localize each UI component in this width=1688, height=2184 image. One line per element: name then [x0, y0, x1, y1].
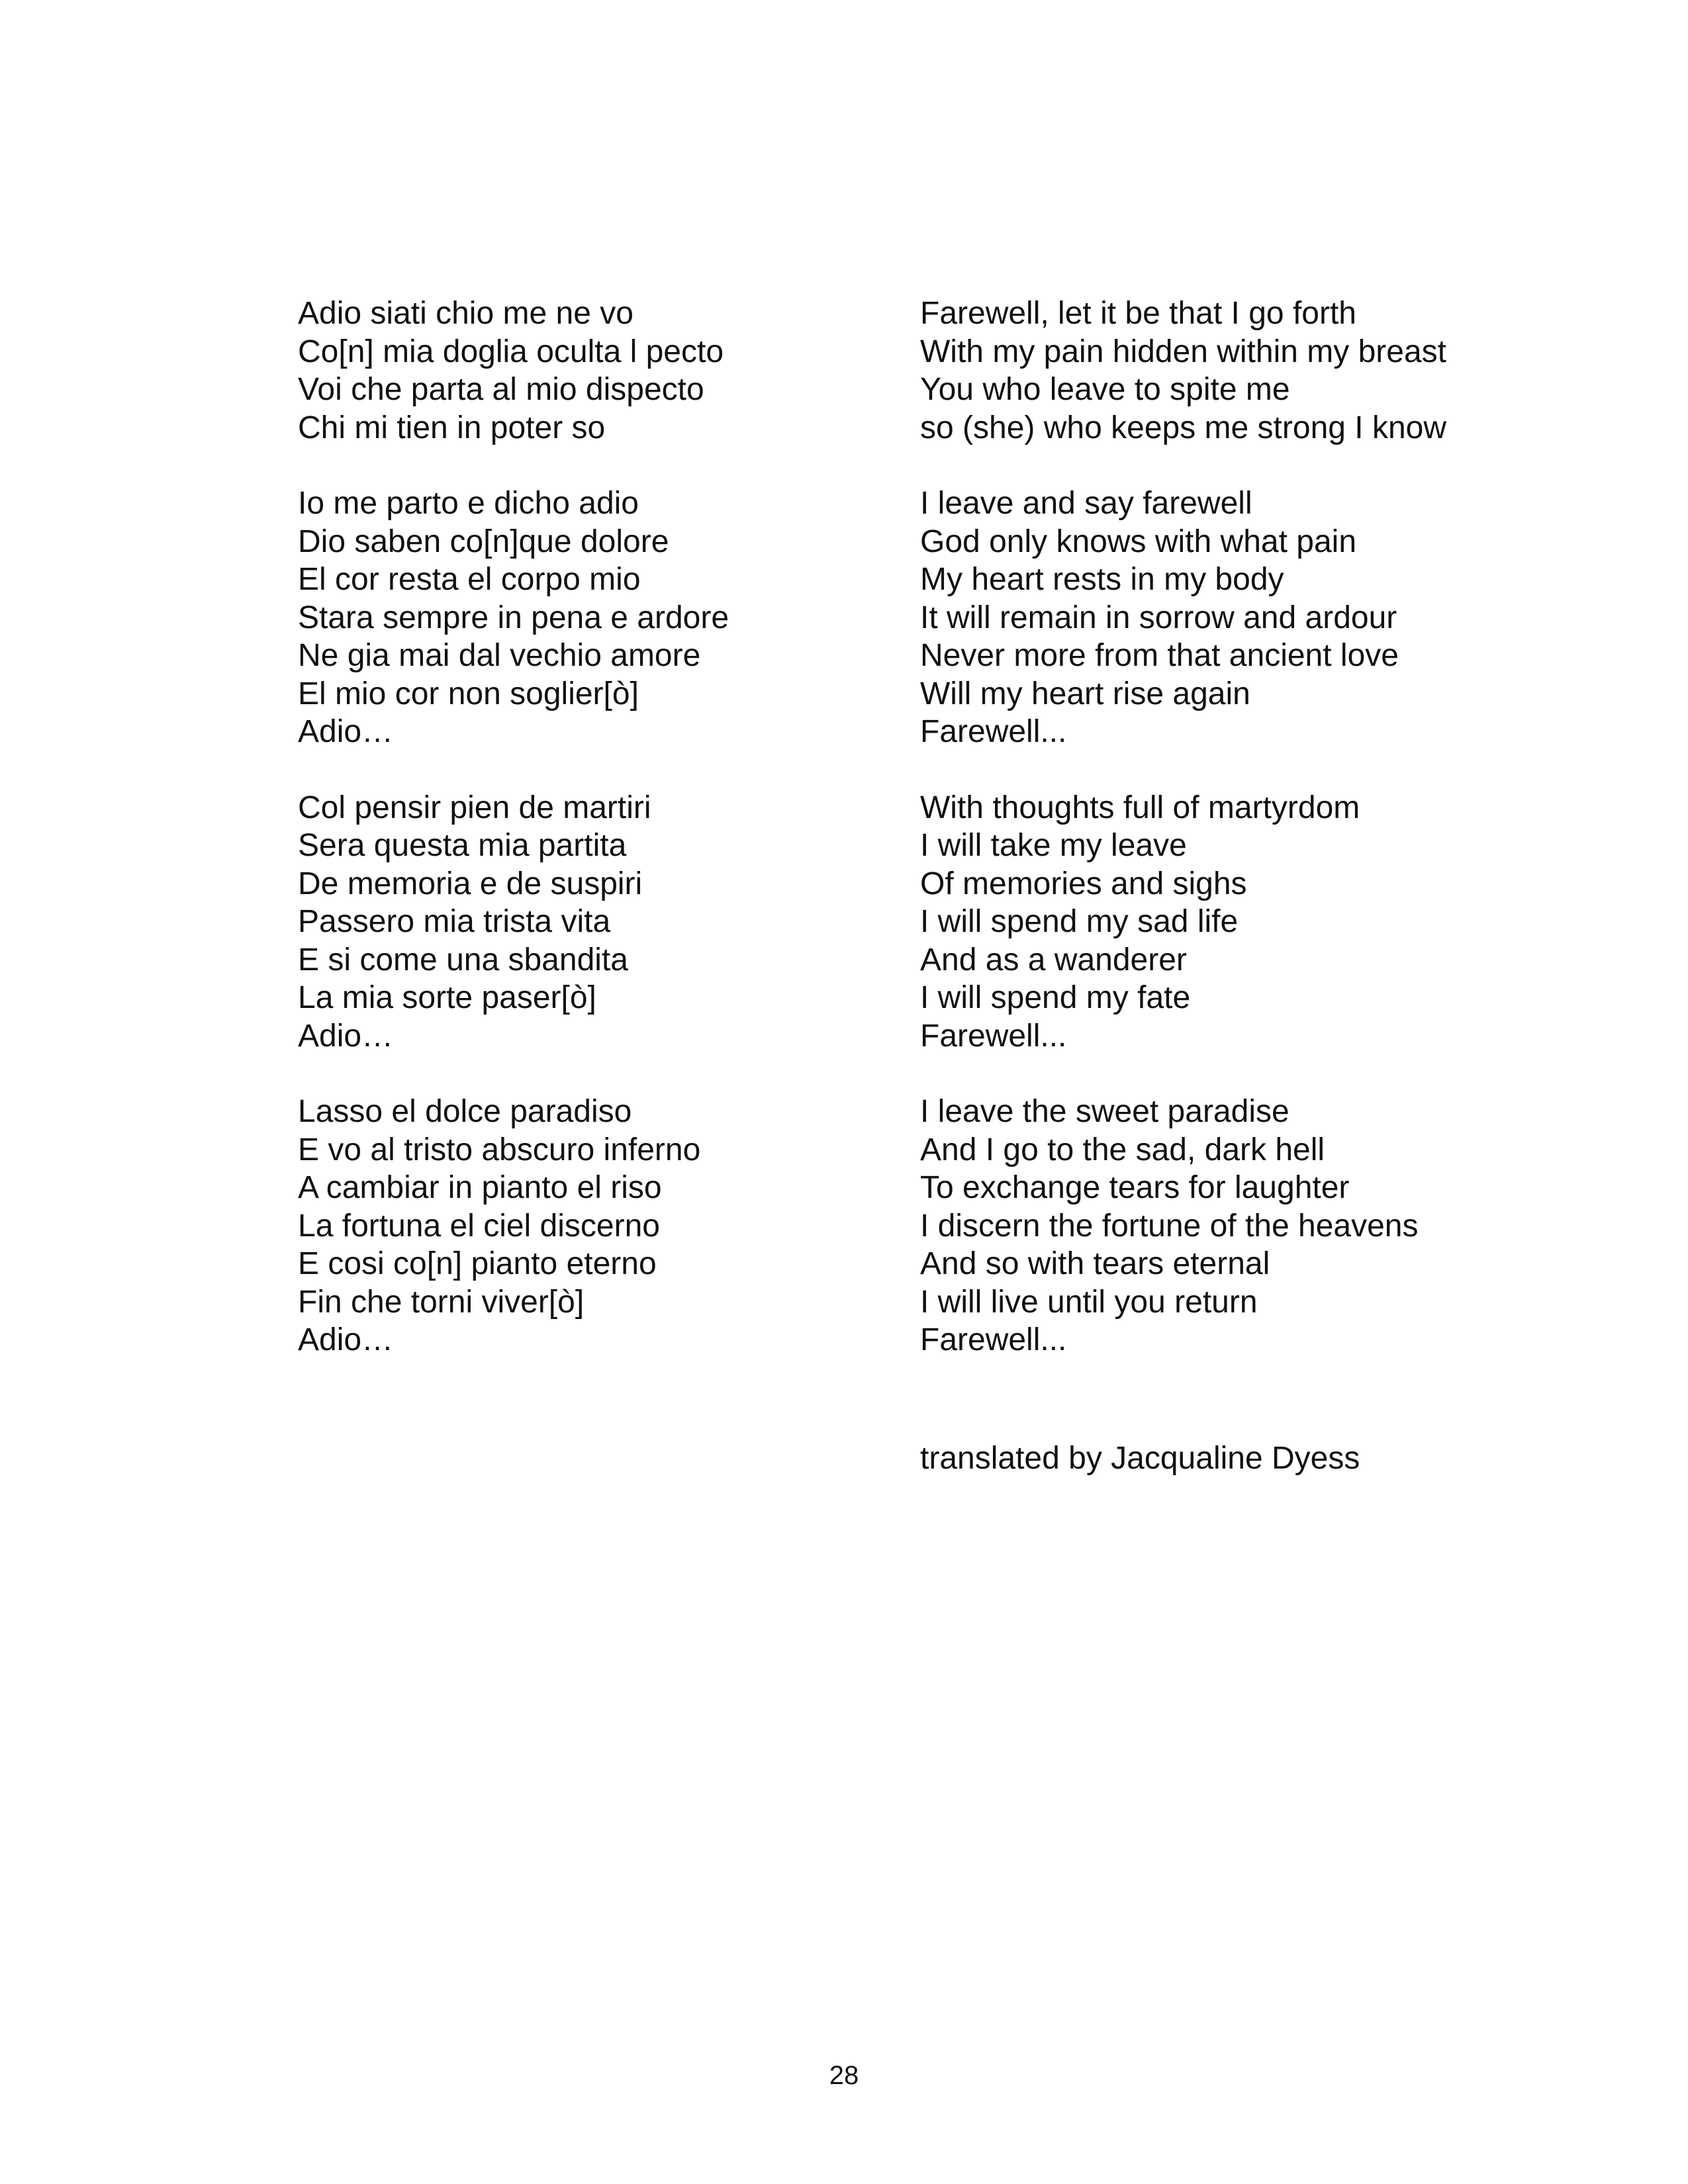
verse-line: Lasso el dolce paradiso: [298, 1094, 632, 1129]
verse-line: El cor resta el corpo mio: [298, 562, 641, 597]
english-stanza-1: [920, 295, 1516, 447]
translation-line: I will take my leave: [920, 828, 1187, 863]
english-stanza-2: [920, 484, 1516, 751]
translation-line: And as a wanderer: [920, 942, 1187, 978]
verse-line: A cambiar in pianto el riso: [298, 1170, 662, 1205]
translation-line: Farewell, let it be that I go forth: [920, 296, 1356, 331]
verse-line: Io me parto e dicho adio: [298, 486, 639, 521]
translation-line: And so with tears eternal: [920, 1246, 1270, 1281]
translation-line: My heart rests in my body: [920, 562, 1284, 597]
translation-line: I will live until you return: [920, 1284, 1258, 1320]
translation-line: Farewell...: [920, 1018, 1067, 1054]
english-translation-column: [920, 295, 1516, 1397]
english-stanza-3: [920, 789, 1516, 1056]
translation-line: so (she) who keeps me strong I know: [920, 410, 1447, 445]
verse-line: Passero mia trista vita: [298, 904, 611, 939]
translation-line: I discern the fortune of the heavens: [920, 1208, 1419, 1244]
italian-stanza-4: [298, 1093, 880, 1359]
verse-line: Ne gia mai dal vechio amore: [298, 638, 701, 673]
translation-line: With thoughts full of martyrdom: [920, 790, 1360, 825]
verse-line: Adio…: [298, 1018, 394, 1054]
translation-line: To exchange tears for laughter: [920, 1170, 1350, 1205]
verse-line: Adio…: [298, 714, 394, 749]
italian-stanza-3: [298, 789, 880, 1056]
verse-line: Voi che parta al mio dispecto: [298, 372, 704, 407]
verse-line: E cosi co[n] pianto eterno: [298, 1246, 657, 1281]
translation-line: I will spend my sad life: [920, 904, 1239, 939]
verse-line: La mia sorte paser[ò]: [298, 980, 596, 1015]
translation-line: I will spend my fate: [920, 980, 1191, 1015]
verse-line: Co[n] mia doglia oculta l pecto: [298, 334, 724, 369]
verse-line: Adio…: [298, 1322, 394, 1357]
italian-stanza-1: [298, 295, 880, 447]
translation-line: Farewell...: [920, 1322, 1067, 1357]
verse-line: Chi mi tien in poter so: [298, 410, 606, 445]
verse-line: Stara sempre in pena e ardore: [298, 600, 729, 635]
translation-line: Farewell...: [920, 714, 1067, 749]
translator-credit: translated by Jacqualine Dyess: [920, 1441, 1360, 1476]
translation-line: I leave and say farewell: [920, 486, 1252, 521]
verse-line: E vo al tristo abscuro inferno: [298, 1132, 701, 1167]
translation-line: And I go to the sad, dark hell: [920, 1132, 1325, 1167]
italian-text-column: [298, 295, 880, 1397]
verse-line: El mio cor non soglier[ò]: [298, 676, 639, 711]
verse-line: De memoria e de suspiri: [298, 866, 643, 901]
translation-line: Will my heart rise again: [920, 676, 1250, 711]
verse-line: Col pensir pien de martiri: [298, 790, 651, 825]
page-number: 28: [829, 2061, 859, 2090]
verse-line: Fin che torni viver[ò]: [298, 1284, 585, 1320]
verse-line: La fortuna el ciel discerno: [298, 1208, 660, 1244]
translation-line: I leave the sweet paradise: [920, 1094, 1289, 1129]
verse-line: Dio saben co[n]que dolore: [298, 523, 669, 559]
verse-line: Sera questa mia partita: [298, 828, 627, 863]
translation-line: Of memories and sighs: [920, 866, 1247, 901]
translation-line: God only knows with what pain: [920, 523, 1357, 559]
verse-line: E si come una sbandita: [298, 942, 628, 978]
translation-line: With my pain hidden within my breast: [920, 334, 1446, 369]
english-stanza-4: [920, 1093, 1516, 1359]
translation-line: Never more from that ancient love: [920, 638, 1399, 673]
translation-line: It will remain in sorrow and ardour: [920, 600, 1397, 635]
verse-line: Adio siati chio me ne vo: [298, 296, 633, 331]
translation-line: You who leave to spite me: [920, 372, 1290, 407]
italian-stanza-2: [298, 484, 880, 751]
